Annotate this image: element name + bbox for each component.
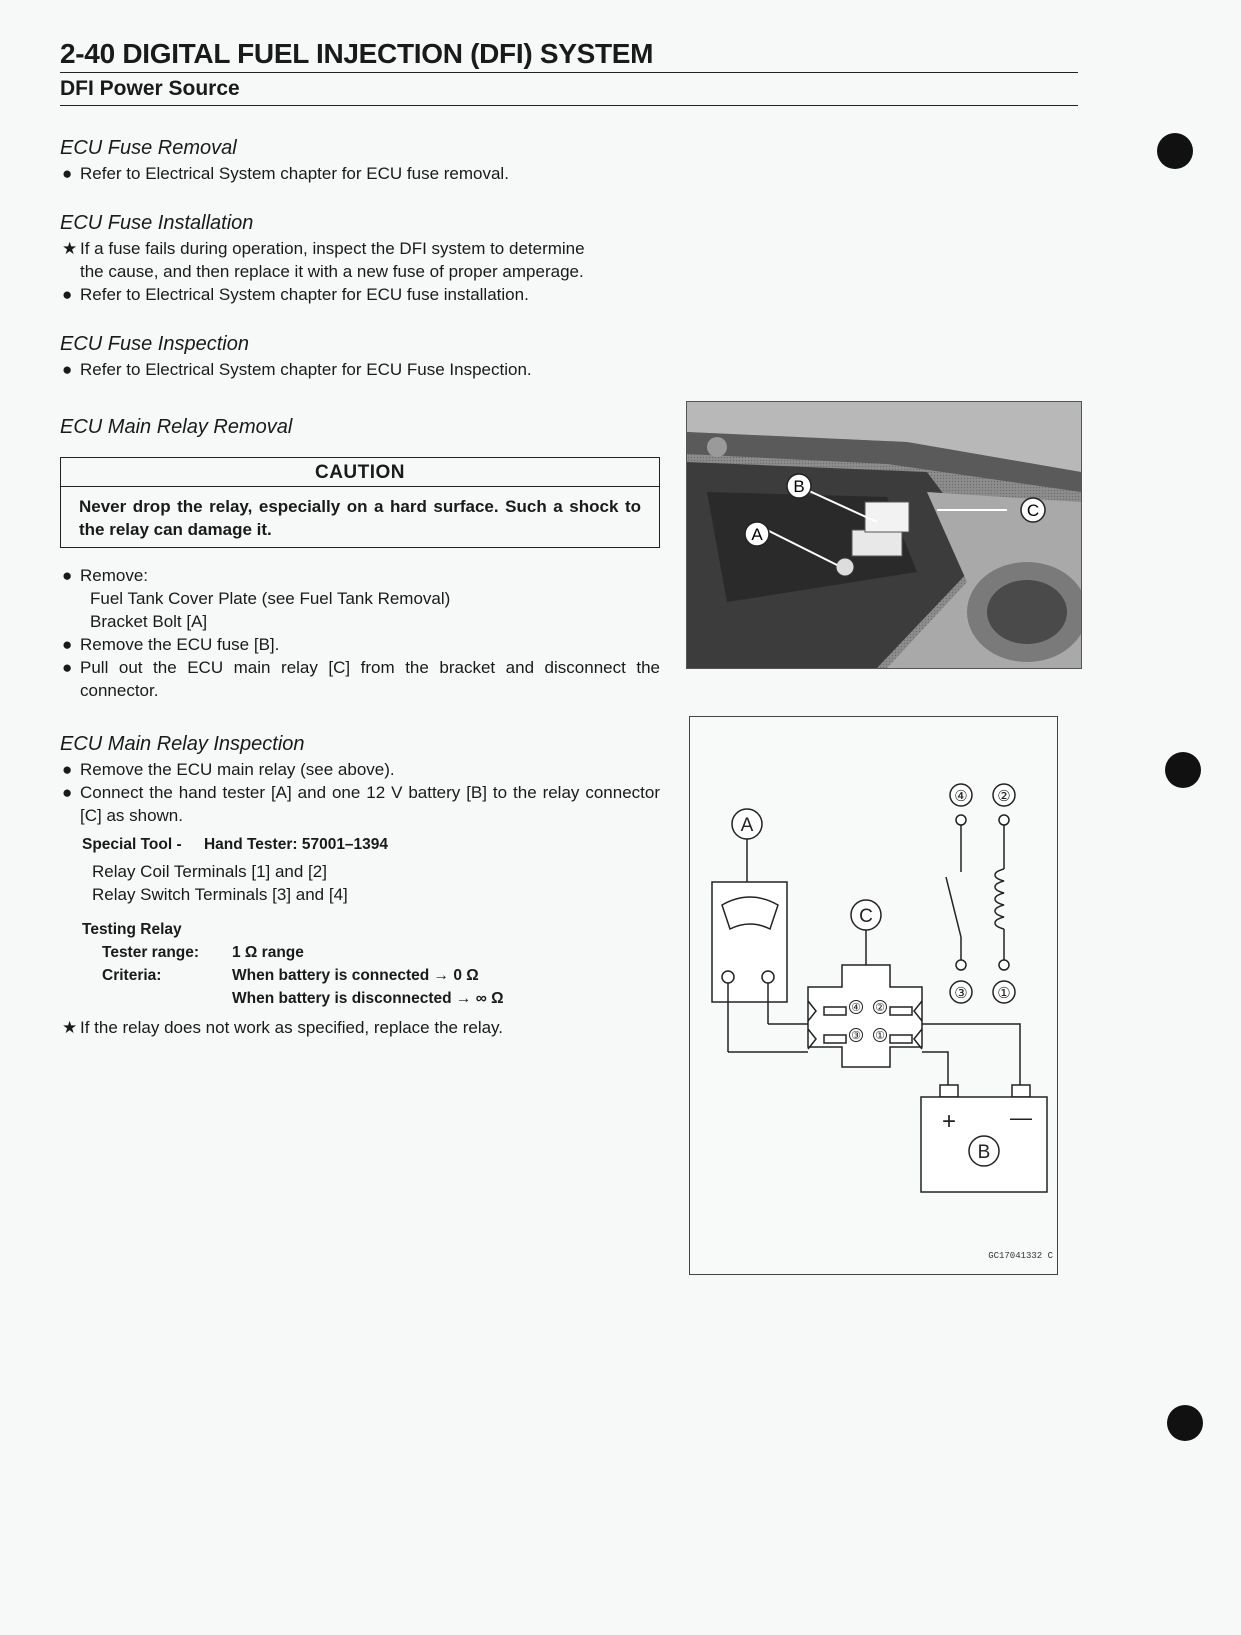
list-item: ★ If a fuse fails during operation, inspect the DFI system to determine the cause, and then replace it with a new fuse of proper amperage. (62, 239, 585, 281)
remove-item: Fuel Tank Cover Plate (see Fuel Tank Removal) (90, 589, 451, 608)
figure-code: GC17041332 C (988, 1251, 1053, 1261)
wiring-diagram (690, 717, 1057, 1274)
bullet-icon: ● (62, 566, 73, 585)
bullet-icon: ● (62, 658, 73, 677)
list-item: ● Refer to Electrical System chapter for ECU fuse removal. (62, 164, 509, 183)
photo-illustration (687, 402, 1081, 668)
battery-label: B (977, 1142, 991, 1163)
switch-contact (946, 877, 961, 937)
caution-title: CAUTION (61, 458, 659, 487)
photo-label-c: C (1026, 501, 1040, 520)
fuse-installation-section (60, 211, 660, 306)
bullet-icon: ● (62, 360, 73, 379)
relay-inspection-section (60, 732, 660, 1039)
terminal-1-label: ① (997, 985, 1011, 1002)
fuse-removal-section (60, 136, 660, 185)
special-tool: Special Tool - Hand Tester: 57001–1394 (82, 836, 389, 853)
remove-item: Bracket Bolt [A] (90, 612, 208, 631)
star-icon: ★ (62, 1018, 78, 1037)
relay-removal-section (60, 415, 660, 702)
caution-box (60, 457, 660, 548)
list-item: ● Remove: (62, 566, 149, 585)
punch-hole-middle (1165, 752, 1201, 788)
terminal-2-label: ② (997, 788, 1011, 805)
terminal-item: Relay Coil Terminals [1] and [2] (92, 862, 327, 881)
bullet-icon: ● (62, 760, 73, 779)
photo-label-b: B (793, 477, 805, 496)
photo-label-a: A (751, 525, 763, 544)
battery-minus-label: — (1010, 1105, 1032, 1130)
bullet-icon: ● (62, 164, 73, 183)
list-item: ★ If the relay does not work as specified, replace the relay. (62, 1018, 504, 1037)
battery-plus-label: + (941, 1108, 957, 1135)
terminal-3-label: ③ (954, 985, 968, 1002)
list-item: ● Remove the ECU fuse [B]. (62, 635, 280, 654)
relay-connector-icon (808, 965, 922, 1067)
bullet-icon: ● (62, 783, 73, 802)
fuse-inspection-heading: ECU Fuse Inspection (60, 333, 249, 355)
relay-coil-icon (995, 869, 1004, 929)
terminal-item: Relay Switch Terminals [3] and [4] (92, 885, 348, 904)
list-item: ● Refer to Electrical System chapter for ECU fuse installation. (62, 285, 529, 304)
relay-test-diagram (689, 716, 1058, 1275)
connector-pin-4: ④ (851, 1002, 861, 1014)
connector-pin-2: ② (875, 1002, 885, 1014)
section-title: DFI Power Source (60, 73, 1078, 106)
relay-location-photo (686, 401, 1082, 669)
criteria-row: Criteria: When battery is connected → 0 Ω (102, 967, 479, 984)
list-item: ● Pull out the ECU main relay [C] from the bracket and disconnect the connector. (62, 658, 660, 700)
star-icon: ★ (62, 239, 78, 258)
fuse-removal-heading: ECU Fuse Removal (60, 137, 237, 159)
page-header (60, 38, 1078, 106)
list-item: ● Remove the ECU main relay (see above). (62, 760, 395, 779)
bullet-icon: ● (62, 635, 73, 654)
punch-hole-top (1157, 133, 1193, 169)
fuse-installation-heading: ECU Fuse Installation (60, 212, 254, 234)
punch-hole-bottom (1167, 1405, 1203, 1441)
connector-pin-3: ③ (851, 1030, 861, 1042)
tester-label: A (740, 815, 754, 836)
testing-title: Testing Relay (82, 921, 182, 938)
main-text-column (60, 136, 660, 1065)
relay-inspection-heading: ECU Main Relay Inspection (60, 733, 305, 755)
page-title: 2-40 DIGITAL FUEL INJECTION (DFI) SYSTEM (60, 38, 1078, 73)
list-item: ● Refer to Electrical System chapter for ECU Fuse Inspection. (62, 360, 532, 379)
fuse-inspection-section (60, 332, 660, 381)
relay-removal-heading: ECU Main Relay Removal (60, 416, 293, 438)
terminal-list (60, 860, 660, 906)
tester-range-row: Tester range: 1 Ω range (102, 944, 304, 961)
connector-pin-1: ① (875, 1030, 885, 1042)
list-item: ● Connect the hand tester [A] and one 12 V battery [B] to the relay connector [C] as shown. (62, 783, 660, 825)
connector-label: C (859, 906, 873, 927)
testing-relay-spec (60, 918, 660, 1010)
criteria-row: When battery is disconnected → ∞ Ω (232, 990, 504, 1007)
hand-tester-icon (712, 882, 787, 1002)
bullet-icon: ● (62, 285, 73, 304)
caution-text: Never drop the relay, especially on a hard surface. Such a shock to the relay can damage it. (79, 497, 641, 539)
terminal-4-label: ④ (954, 788, 968, 805)
